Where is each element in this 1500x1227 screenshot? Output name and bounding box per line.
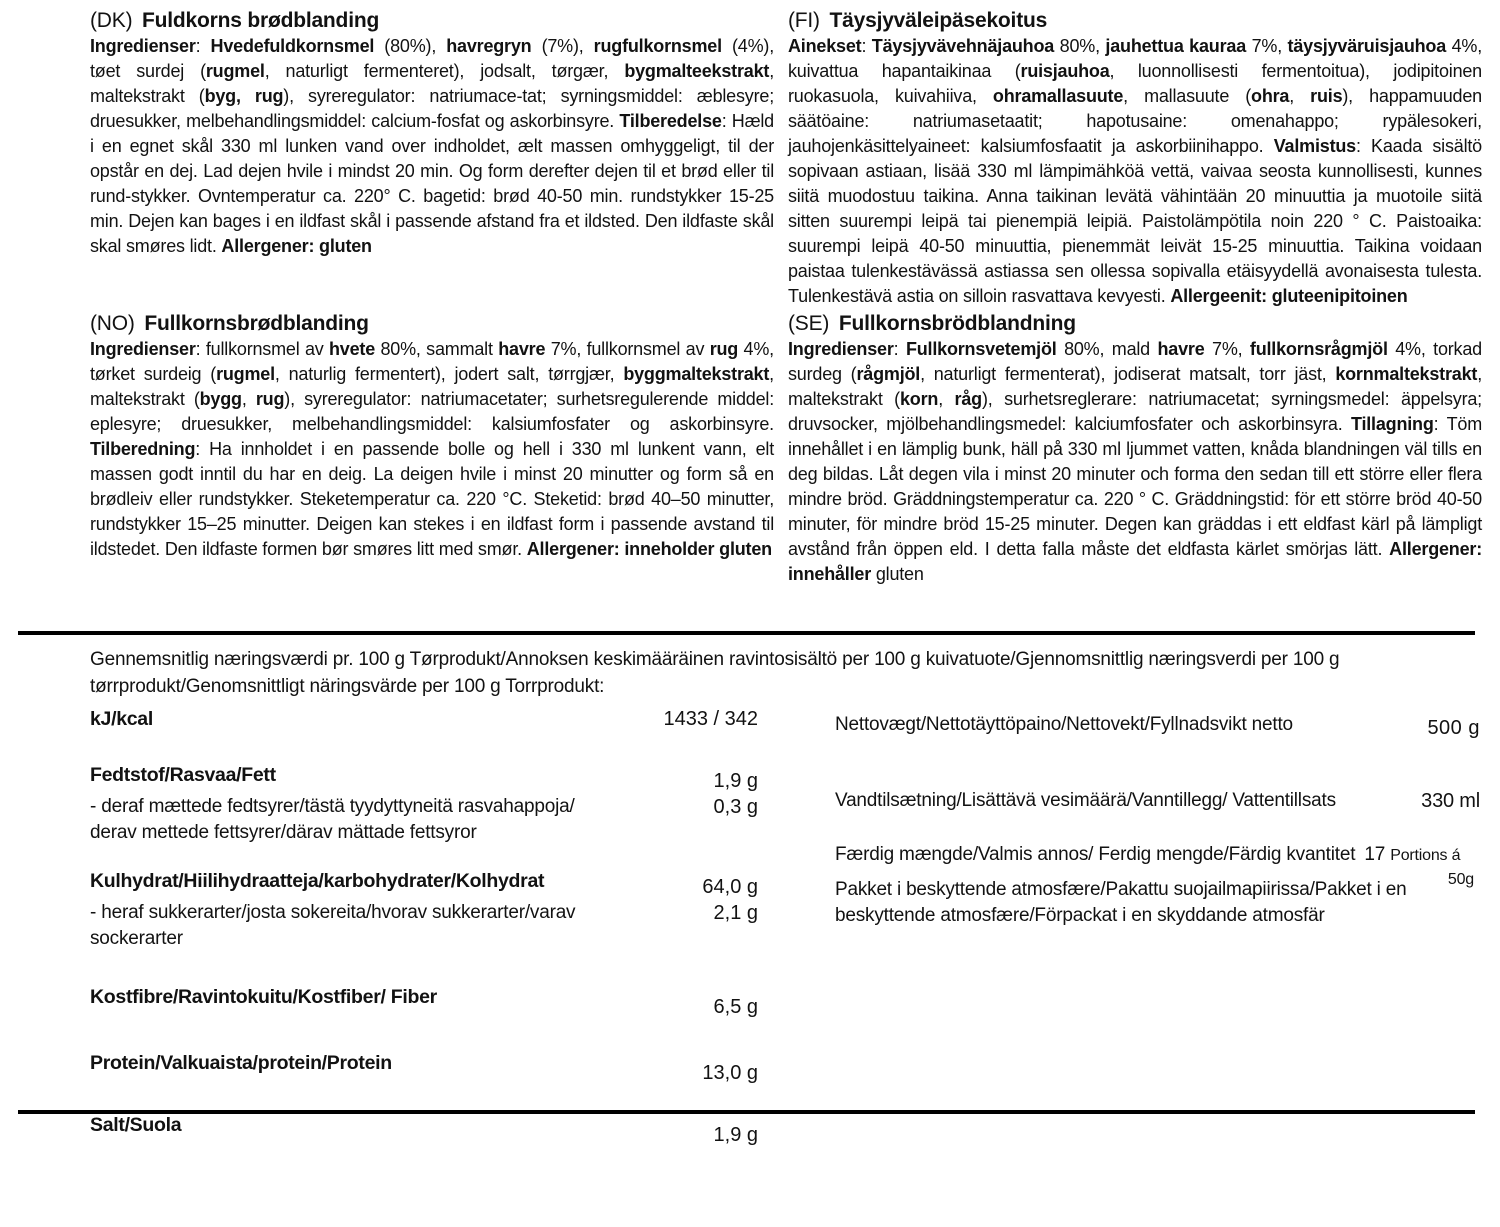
water-addition-value: 330 ml	[1421, 790, 1480, 812]
nutrition-label: - deraf mættede fedtsyrer/tästä tyydyttyneitä rasvahappoja/ derav mettede fettsyrer/därav mättade fettsyror	[90, 796, 575, 843]
portion-size: 50g	[1447, 871, 1474, 888]
section-no-heading	[90, 311, 774, 337]
nutrition-label: kJ/kcal	[90, 708, 153, 730]
ingredients-text-dk: Ingredienser: Hvedefuldkornsmel (80%), havregryn (7%), rugfulkornsmel (4%), tøet surdej (rugmel, naturligt fermenteret), jodsalt, tørgær, bygmalteekstrakt, maltekstrakt (byg, rug), syreregulator: natriumace-tat; syrningsmiddel: æblesyre; druesukker, melbehandlingsmiddel: calcium-fosfat og askorbinsyre. Tilberedelse: Hæld i en egnet skål 330 ml lunken vand over indholdet, ælt massen omhyggeligt, til der opstår en dej. Lad dejen hvile i mindst 20 min. Og form derefter dejen til et brød eller til rund-stykker. Ovntemperatur ca. 220° C. bagetid: brød 40-50 min. rundstykker 15-25 min. Dejen kan bages i en ildfast skål i passende afstand fra et ildsted. Den ildfaste skål skal smøres lidt. Allergener: gluten	[90, 36, 774, 256]
product-name-no: Fullkornsbrødblanding	[144, 312, 369, 335]
nutrition-value: 64,0 g	[702, 876, 758, 898]
table-row-fibre	[90, 984, 758, 1020]
section-fi-heading	[788, 8, 1482, 34]
finished-quantity-row	[835, 842, 1480, 888]
water-addition-label: Vandtilsætning/Lisättävä vesimäärä/Vanntillegg/ Vattentillsats	[835, 790, 1336, 811]
net-weight-label: Nettovægt/Nettotäyttöpaino/Nettovekt/Fyllnadsvikt netto	[835, 714, 1293, 735]
ingredients-text-no: Ingredienser: fullkornsmel av hvete 80%, sammalt havre 7%, fullkornsmel av rug 4%, tørket surdeig (rugmel, naturlig fermentert), jodert salt, tørrgjær, byggmaltekstrakt, maltekstrakt (bygg, rug), syreregulator: natriumacetater; surhetsregulerende middel: eplesyre; druesukker, melbehandlingsmiddel: kalsiumfosfater og askorbinsyre. Tilberedning: Ha innholdet i en passende bolle og hell i 330 ml lunkent vann, elt massen godt inntil du har en deig. La deigen hvile i minst 20 minutter og form så en brødleiv eller rundstykker. Steketemperatur ca. 220 °C. Steketid: brød 40–50 minutter, rundstykker 15–25 minutter. Deigen kan stekes i en ildfast form i passende avstand til ildstedet. Den ildfaste formen bør smøres litt med smør. Allergener: inneholder gluten	[90, 339, 774, 559]
section-fi	[788, 8, 1482, 309]
ingredients-text-fi: Ainekset: Täysjyvävehnäjauhoa 80%, jauhettua kauraa 7%, täysjyväruisjauhoa 4%, kuivattua hapantaikinaa (ruisjauhoa, luonnollisesti fermentoitua), jodipitoinen ruokasuola, kuivahiiva, ohramallasuute, mallasuute (ohra, ruis), happamuuden säätöaine: natriumasetaatit; hapotusaine: omenahappo; rypälesokeri, jauhojenkäsittelyaineet: kalsiumfosfaatit ja askorbiinihappo. Valmistus: Kaada sisältö sopivaan astiaan, lisää 330 ml lämpimähköä vettä, vaivaa seosta kunnollisesti, kunnes siitä muodostuu taikina. Anna taikinan levätä vähintään 20 minuuttia ja muotoile siitä sitten suurempi leipä tai pienempiä leipiä. Paistolämpötila noin 220 ° C. Paistoaika: suurempi leipä 40-50 minuuttia, pienemmät leivät 15-25 minuuttia. Taikina voidaan paistaa tulenkestävässä astiassa sen ollessa sopivalla etäisyydellä avonaisesta tulesta. Tulenkestävä astia on silloin rasvattava kevyesti. Allergeenit: gluteenipitoinen	[788, 36, 1482, 306]
section-dk-heading	[90, 8, 774, 34]
nutrition-label: Protein/Valkuaista/protein/Protein	[90, 1052, 392, 1074]
net-weight-row	[835, 712, 1480, 744]
product-name-fi: Täysjyväleipäsekoitus	[829, 9, 1048, 32]
language-code-fi: (FI)	[788, 9, 820, 32]
nutrition-label: Fedtstof/Rasvaa/Fett	[90, 764, 276, 786]
nutrition-value: 1,9 g	[713, 1124, 758, 1146]
product-name-se: Fullkornsbrödblandning	[838, 312, 1076, 335]
package-info	[835, 706, 1480, 929]
section-se-heading	[788, 311, 1482, 337]
finished-quantity-text: Færdig mængde/Valmis annos/ Ferdig mengde/Färdig kvantitet	[835, 844, 1356, 865]
language-code-dk: (DK)	[90, 9, 133, 32]
divider-line-top	[18, 631, 1475, 635]
nutrition-value: 1,9 g	[713, 770, 758, 792]
water-addition-row	[835, 788, 1480, 814]
table-row-protein	[90, 1050, 758, 1086]
table-row-sugars	[90, 900, 758, 952]
table-row-saturated-fat	[90, 794, 758, 846]
section-no	[90, 311, 774, 562]
language-code-no: (NO)	[90, 312, 135, 335]
divider-line-bottom	[18, 1110, 1475, 1114]
nutrition-table	[90, 706, 758, 1148]
product-name-dk: Fuldkorns brødblanding	[142, 9, 380, 32]
nutrition-label: Kostfibre/Ravintokuitu/Kostfiber/ Fiber	[90, 986, 437, 1008]
portions-count: 17	[1364, 844, 1386, 865]
table-row-energy	[90, 706, 758, 732]
section-dk	[90, 8, 774, 259]
nutrition-value: 2,1 g	[713, 902, 758, 924]
finished-quantity-label	[835, 842, 1480, 869]
ingredients-column-left	[90, 8, 774, 562]
nutrition-label: - heraf sukkerarter/josta sokereita/hvorav sukkerarter/varav sockerarter	[90, 902, 576, 949]
nutrition-value: 0,3 g	[713, 796, 758, 818]
nutrition-value: 1433 / 342	[663, 708, 758, 730]
protective-atmosphere-note: Pakket i beskyttende atmosfære/Pakattu suojailmapiirissa/Pakket i en beskyttende atmosfære/Förpackat i en skyddande atmosfär	[835, 879, 1407, 926]
nutrition-value: 6,5 g	[713, 996, 758, 1018]
table-row-fat	[90, 762, 758, 794]
table-row-carbohydrate	[90, 868, 758, 900]
ingredients-text-se: Ingredienser: Fullkornsvetemjöl 80%, mald havre 7%, fullkornsrågmjöl 4%, torkad surdeg (rågmjöl, naturligt fermenterat), jodiserat matsalt, torr jäst, kornmaltekstrakt, maltekstrakt (korn, råg), surhetsreglerare: natriumacetat; syrningsmedel: äppelsyra; druvsocker, mjölbehandlingsmedel: kalciumfosfater och askorbinsyra. Tillagning: Töm innehållet i en lämplig bunk, häll på 330 ml ljummet vatten, knåda blandningen väl tills en deg bildas. Låt degen vila i minst 20 minuter och forma den sedan till ett större eller flera mindre bröd. Gräddningstemperatur ca. 220 ° C. Gräddningstid: för ett större bröd 40-50 minuter, för mindre bröd 15-25 minuter. Degen kan gräddas i ett eldfast kärl på lämpligt avstånd från öppen eld. I detta falla måste det eldfasta kärlet smörjas lätt. Allergener: innehåller gluten	[788, 339, 1483, 584]
nutrition-value: 13,0 g	[702, 1062, 758, 1084]
portions-unit: Portions á	[1390, 847, 1461, 864]
nutrition-label: Salt/Suola	[90, 1114, 182, 1136]
language-code-se: (SE)	[788, 312, 830, 335]
net-weight-value: 500 g	[1427, 717, 1480, 739]
nutrition-header: Gennemsnitlig næringsværdi pr. 100 g Tørprodukt/Annoksen keskimääräinen ravintosisältö per 100 g kuivatuote/Gjennomsnittlig næringsverdi per 100 g tørrprodukt/Genomsnittligt näringsvärde per 100 g Torrprodukt:	[90, 649, 1340, 697]
table-row-salt	[90, 1112, 758, 1148]
section-se	[788, 311, 1482, 587]
nutrition-label: Kulhydrat/Hiilihydraatteja/karbohydrater/Kolhydrat	[90, 870, 545, 892]
ingredients-column-right	[788, 8, 1482, 587]
